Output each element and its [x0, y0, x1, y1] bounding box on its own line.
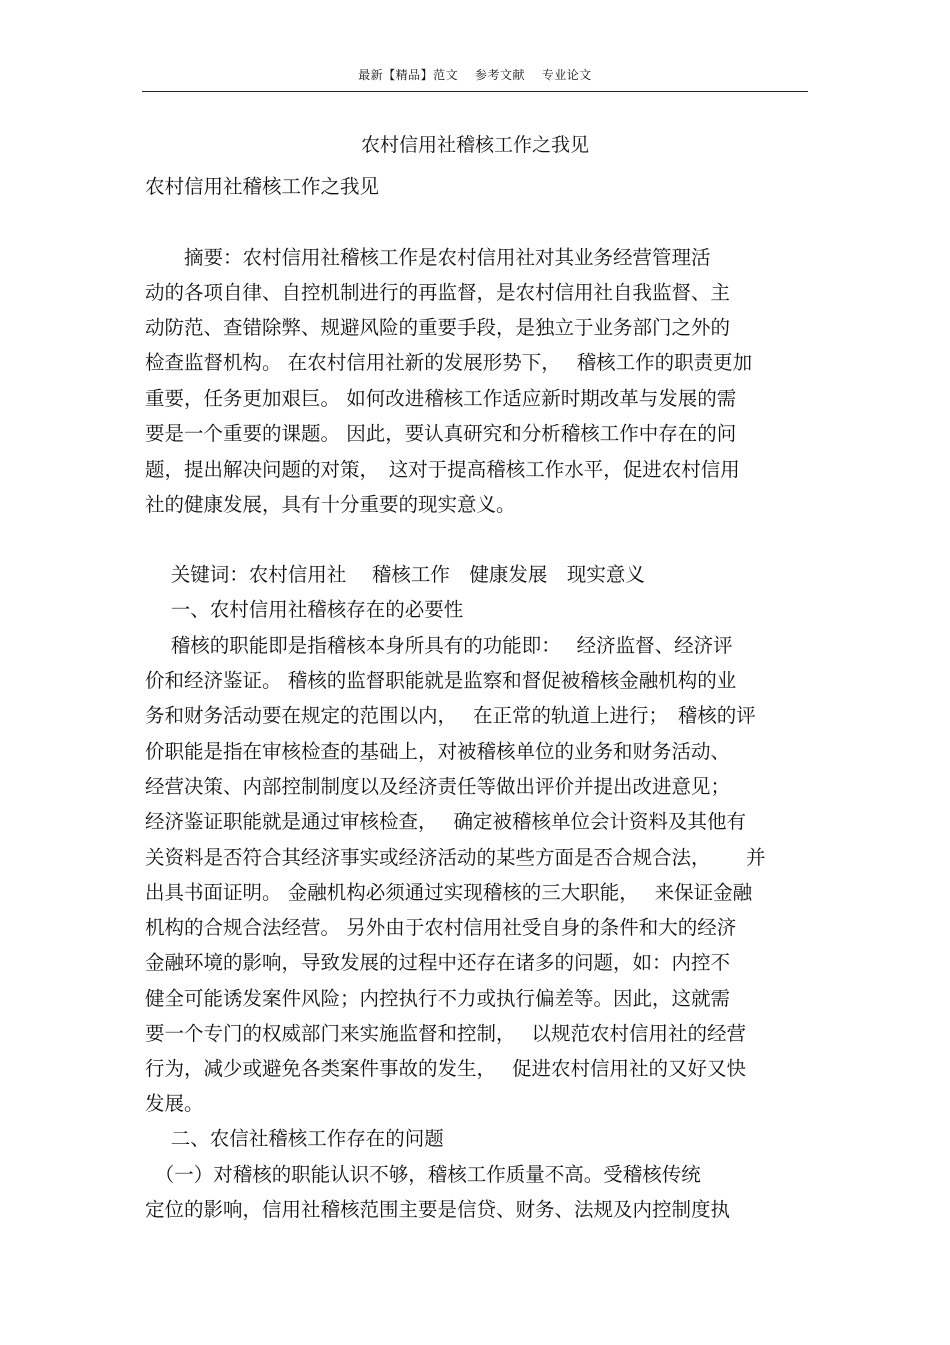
document-title: 农村信用社稽核工作之我见 [360, 134, 589, 156]
header-divider [142, 91, 808, 92]
body-line: 要是一个重要的课题。 因此，要认真研究和分析稽核工作中存在的问 [145, 422, 737, 445]
body-line: 关资料是否符合其经济事实或经济活动的某些方面是否合规合法， 并 [145, 846, 766, 869]
body-line: （一）对稽核的职能认识不够，稽核工作质量不高。受稽核传统 [145, 1163, 701, 1186]
subtitle-line: 农村信用社稽核工作之我见 [145, 175, 380, 198]
body-line: 行为，减少或避免各类案件事故的发生， 促进农村信用社的又好又快 [145, 1057, 746, 1080]
body-line: 价职能是指在审核检查的基础上，对被稽核单位的业务和财务活动、 [145, 740, 731, 763]
body-line: 摘要：农村信用社稽核工作是农村信用社对其业务经营管理活 [145, 246, 711, 269]
keywords-line: 关键词：农村信用社 稽核工作 健康发展 现实意义 [145, 563, 645, 586]
body-line: 动防范、查错除弊、规避风险的重要手段，是独立于业务部门之外的 [145, 316, 731, 339]
body-line: 检查监督机构。 在农村信用社新的发展形势下， 稽核工作的职责更加 [145, 351, 753, 374]
body-line: 动的各项自律、自控机制进行的再监督，是农村信用社自我监督、主 [145, 281, 731, 304]
page-header: 最新【精品】范文 参考文献 专业论文 [358, 68, 592, 82]
body-line: 机构的合规合法经营。 另外由于农村信用社受自身的条件和大的经济 [145, 916, 737, 939]
body-line: 金融环境的影响，导致发展的过程中还存在诸多的问题，如：内控不 [145, 951, 731, 974]
body-line: 社的健康发展，具有十分重要的现实意义。 [145, 493, 516, 516]
body-line: 价和经济鉴证。 稽核的监督职能就是监察和督促被稽核金融机构的业 [145, 669, 737, 692]
body-line: 经济鉴证职能就是通过审核检查， 确定被稽核单位会计资料及其他有 [145, 810, 746, 833]
body-line: 要一个专门的权威部门来实施监督和控制， 以规范农村信用社的经营 [145, 1022, 746, 1045]
body-line: 务和财务活动要在规定的范围以内， 在正常的轨道上进行； 稽核的评 [145, 704, 756, 727]
body-line: 重要，任务更加艰巨。 如何改进稽核工作适应新时期改革与发展的需 [145, 387, 737, 410]
body-line: 定位的影响，信用社稽核范围主要是信贷、财务、法规及内控制度执 [145, 1198, 731, 1221]
body-line: 经营决策、内部控制制度以及经济责任等做出评价并提出改进意见； [145, 775, 731, 798]
body-line: 健全可能诱发案件风险；内控执行不力或执行偏差等。因此，这就需 [145, 987, 731, 1010]
body-line: 发展。 [145, 1092, 204, 1115]
body-line: 题，提出解决问题的对策， 这对于提高稽核工作水平，促进农村信用 [145, 458, 740, 481]
body-line: 稽核的职能即是指稽核本身所具有的功能即： 经济监督、经济评 [145, 634, 733, 657]
body-line: 出具书面证明。 金融机构必须通过实现稽核的三大职能， 来保证金融 [145, 881, 753, 904]
section-heading: 一、农村信用社稽核存在的必要性 [145, 598, 464, 621]
section-heading: 二、农信社稽核工作存在的问题 [145, 1127, 444, 1150]
